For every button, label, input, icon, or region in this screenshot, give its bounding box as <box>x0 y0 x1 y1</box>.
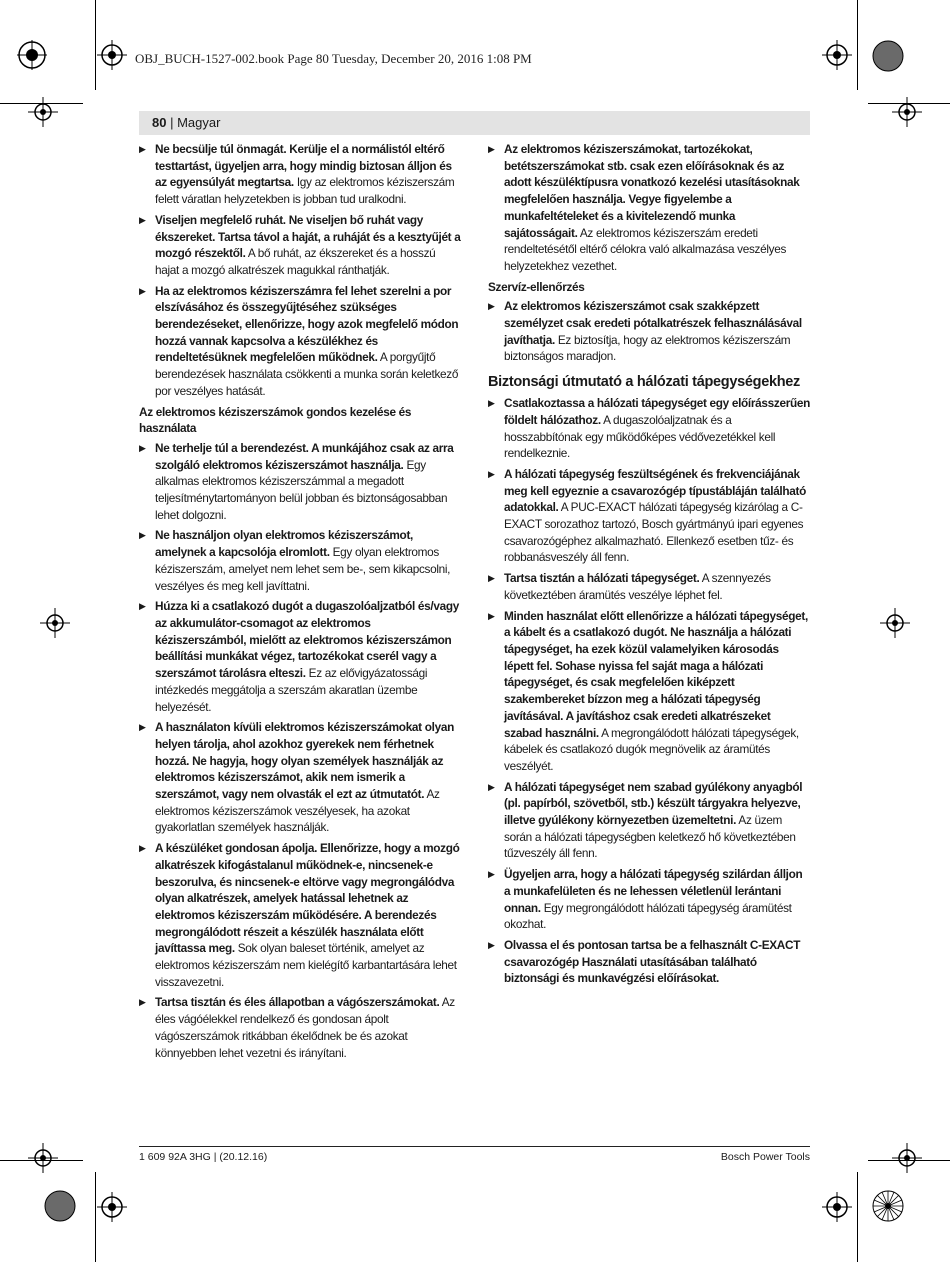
bullet-item <box>488 570 810 603</box>
bullet-bold-text: A hálózati tápegység feszültségének és frekvenciájának meg kell egyeznie a csavarozógép típustábláján található adatokkal. <box>504 466 807 515</box>
bullet-item <box>139 141 461 208</box>
bullet-body-text: A szennyezés következtében áramütés veszélye léphet fel. <box>504 571 771 602</box>
bullet-bold-text: Minden használat előtt ellenőrizze a hálózati tápegységet, a kábelt és a csatlakozó dugót. Ne használja a hálózati tápegységet, ha ezek közül valamelyiken károsodás lépett fel. Sohase nyissa fel saját maga a hálózati tápegységet, és csak megfelelően kiképzett szakembereket bízzon meg a hálózati tápegység javításával. A javításhoz csak eredeti alkatrészeket szabad használni. <box>504 608 808 740</box>
bullet-bold-text: Ne becsülje túl önmagát. Kerülje el a normálistól eltérő testtartást, ügyeljen arra, hogy mindig biztosan álljon és az egyensúlyát megtartsa. <box>155 142 452 190</box>
registration-mark-icon <box>97 1192 127 1222</box>
color-bar-mark-icon <box>44 1190 76 1222</box>
bullet-item <box>488 466 810 566</box>
bullet-bold-text: Tartsa tisztán a hálózati tápegységet. <box>504 571 700 586</box>
bullet-bold-text: Ne terhelje túl a berendezést. A munkájához csak az arra szolgáló elektromos kéziszerszámot használja. <box>155 440 454 472</box>
bullet-item <box>488 866 810 933</box>
bullet-bold-text: Ne használjon olyan elektromos kéziszerszámot, amelynek a kapcsolója elromlott. <box>155 528 414 560</box>
bullet-body-text: Az üzem során a hálózati tápegységben keletkező hő következtében tűzveszély áll fenn. <box>504 813 796 861</box>
footer-doc-code: 1 609 92A 3HG | (20.12.16) <box>139 1151 268 1163</box>
bullet-item <box>139 527 461 594</box>
bullet-bold-text: Az elektromos kéziszerszámokat, tartozékokat, betétszerszámokat stb. csak ezen előírásoknak és az adott készüléktípusra vonatkozó kezelési utasításoknak megfelelően használja. Vegye figyelembe a munkafeltételeket és a kivitelezendő munka sajátosságait. <box>504 142 800 240</box>
bullet-bold-text: Húzza ki a csatlakozó dugót a dugaszolóaljzatból és/vagy az akkumulátor-csomagot az elektromos kéziszerszámból, mielőtt az elektromos kéziszerszámon beállítási munkákat végez, tartozékokat cserél vagy a szerszámot tárolásra elteszi. <box>155 599 459 681</box>
bullet-item <box>488 395 810 462</box>
header-separator: | <box>166 115 178 130</box>
registration-mark-icon <box>28 1143 58 1173</box>
bullet-bold-text: Ügyeljen arra, hogy a hálózati tápegység szilárdan álljon a munkafelületen és ne lehessen véletlenül lerántani onnan. <box>504 867 803 915</box>
subheading: Szervíz-ellenőrzés <box>488 279 585 294</box>
bullet-bold-text: Csatlakoztassa a hálózati tápegységet egy előírásszerűen földelt hálózathoz. <box>504 396 810 427</box>
bullet-body-text: A porgyűjtő berendezések használata csökkenti a munka során keletkező por veszélyes hatását. <box>155 350 459 398</box>
bullet-item <box>488 141 810 275</box>
bullet-item <box>139 283 461 400</box>
bullet-item <box>139 598 461 715</box>
page-number: 80 <box>152 115 167 130</box>
bullet-body-text: Az éles vágóélekkel rendelkező és gondosan ápolt vágószerszámok ritkábban ékelődnek be és azokat könnyebben lehet vezetni és irányítani. <box>155 995 455 1060</box>
footer-rule <box>139 1146 810 1147</box>
registration-mark-icon <box>892 97 922 127</box>
bullet-body-text: Ez biztosítja, hogy az elektromos kéziszerszám biztonságos maradjon. <box>504 332 791 364</box>
registration-mark-icon <box>822 1192 852 1222</box>
subheading: Az elektromos kéziszerszámok gondos kezelése és használata <box>139 404 412 436</box>
bullet-bold-text: A hálózati tápegységet nem szabad gyúlékony anyagból (pl. papírból, szövetből, stb.) készült tárgyakra helyezve, illetve gyúlékony környezetben üzemeltetni. <box>504 779 803 828</box>
bullet-body-text: Igy az elektromos kéziszerszám felett váratlan helyzetekben is jobban tud uralkodni. <box>155 175 455 207</box>
registration-mark-icon <box>17 40 47 70</box>
bullet-body-text: A bő ruhát, az ékszereket és a hosszú hajat a mozgó alkatrészek magukkal ránthatják. <box>155 246 436 277</box>
bullet-bold-text: A készüléket gondosan ápolja. Ellenőrizze, hogy a mozgó alkatrészek kifogástalanul működnek-e, nincsenek-e beszorulva, és nincsenek-e eltörve vagy megrongálódva olyan alkatrészek, amelyek hatással lehetnek az elektromos kéziszerszám működésére. A berendezés megrongálódott részeit a készülék használata előtt javíttassa meg. <box>155 841 460 956</box>
bullet-body-text: Az elektromos kéziszerszám eredeti rendeltetésétől eltérő célokra való alkalmazása veszélyes helyzetekhez vezethet. <box>504 225 787 273</box>
bullet-item <box>139 840 461 990</box>
bullet-body-text: A PUC-EXACT hálózati tápegység kizárólag a C-EXACT sorozathoz tartozó, Bosch gyártmányú ipari egyenes csavarozógéphez alkalmazható. Ellenkező esetben tűz- és robbanásveszély áll fenn. <box>504 500 804 565</box>
bullet-bold-text: Tartsa tisztán és éles állapotban a vágószerszámokat. <box>155 995 440 1010</box>
right-column <box>488 141 810 991</box>
bullet-bold-text: Ha az elektromos kéziszerszámra fel lehet szerelni a por elszívásához és összegyűjtéséhez szükséges berendezéseket, ellenőrizze, hogy azok megfelelő módon hozzá vannak kapcsolva a készülékhez és rendeltetésüknek megfelelően működnek. <box>155 283 459 365</box>
bullet-body-text: A dugaszolóaljzatnak és a hosszabbítónak egy működőképes védővezetékkel kell rendelkeznie. <box>504 412 776 461</box>
header-language: Magyar <box>177 115 221 130</box>
bullet-bold-text: Olvassa el és pontosan tartsa be a felhasznált C-EXACT csavarozógép Használati utasításában található biztonsági és munkavégzési előírásokat. <box>504 937 801 986</box>
registration-mark-icon <box>97 40 127 70</box>
color-bar-mark-icon <box>872 40 904 72</box>
bullet-item <box>488 779 810 863</box>
bullet-body-text: Egy megrongálódott hálózati tápegység áramütést okozhat. <box>504 900 792 932</box>
print-slug: OBJ_BUCH-1527-002.book Page 80 Tuesday, December 20, 2016 1:08 PM <box>135 51 532 66</box>
starburst-mark-icon <box>872 1190 904 1222</box>
bullet-item <box>139 440 461 524</box>
bullet-body-text: Az elektromos kéziszerszámok veszélyesek, ha azokat gyakorlatlan személyek használják. <box>155 787 440 835</box>
bullet-body-text: Egy alkalmas elektromos kéziszerszámmal a megadott teljesítménytartományon belül jobban és biztonságosabban lehet dolgozni. <box>155 457 448 522</box>
bullet-body-text: Egy olyan elektromos kéziszerszám, amelyet nem lehet sem be-, sem kikapcsolni, veszélyes és meg kell javíttatni. <box>155 545 451 593</box>
registration-mark-icon <box>28 97 58 127</box>
bullet-item <box>139 212 461 279</box>
bullet-item <box>488 608 810 775</box>
section-heading: Biztonsági útmutató a hálózati tápegységekhez <box>488 374 801 391</box>
bullet-item <box>139 994 461 1061</box>
left-column <box>139 141 461 1065</box>
registration-mark-icon <box>880 608 910 638</box>
page-header <box>139 111 810 135</box>
bullet-item <box>139 719 461 836</box>
registration-mark-icon <box>822 40 852 70</box>
bullet-body-text: A megrongálódott hálózati tápegységek, kábelek és csatlakozó dugók megnövelik az áramütés veszélyét. <box>504 725 799 773</box>
registration-mark-icon <box>892 1143 922 1173</box>
registration-mark-icon <box>40 608 70 638</box>
bullet-item <box>488 937 810 987</box>
bullet-bold-text: Az elektromos kéziszerszámot csak szakképzett személyzet csak eredeti pótalkatrészek felhasználásával javíthatja. <box>504 299 802 347</box>
bullet-item <box>488 298 810 365</box>
bullet-bold-text: Viseljen megfelelő ruhát. Ne viseljen bő ruhát vagy ékszereket. Tartsa távol a haját, a ruháját és a kesztyűjét a mozgó részektől. <box>155 212 461 261</box>
bullet-body-text: Sok olyan baleset történik, amelyet az elektromos kéziszerszám nem kielégítő karbantartására lehet visszavezetni. <box>155 941 457 989</box>
bullet-bold-text: A használaton kívüli elektromos kéziszerszámokat olyan helyen tárolja, ahol azokhoz gyerekek nem férhetnek hozzá. Ne hagyja, hogy olyan személyek használják az elektromos kéziszerszámot, akik nem ismerik a szerszámot, vagy nem olvasták el ezt az útmutatót. <box>155 720 454 802</box>
bullet-body-text: Ez az elővigyázatossági intézkedés meggátolja a szerszám akaratlan üzembe helyezését. <box>155 666 428 714</box>
footer-brand: Bosch Power Tools <box>720 1151 810 1163</box>
